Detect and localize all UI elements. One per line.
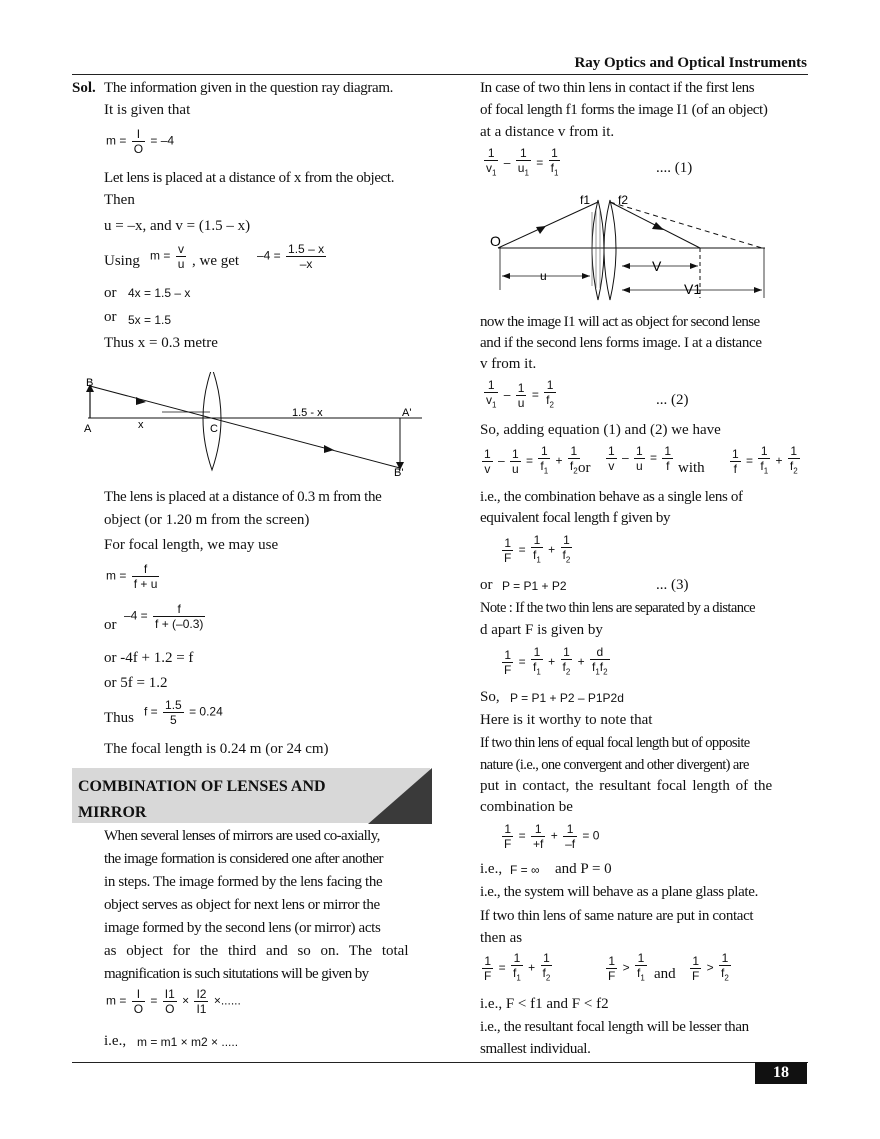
ie4b: smallest individual. bbox=[480, 1041, 591, 1057]
ray-arrow-2 bbox=[324, 445, 334, 453]
eq-separated: $\frac{1}{F}$ = $\frac{1}{f_1}$ + $\frac{1}{f_2}$ + $\frac{d}{f_1f_2}$ bbox=[504, 645, 608, 677]
label-C: C bbox=[210, 423, 218, 435]
or-line-4: or -4f + 1.2 = f bbox=[104, 650, 194, 666]
eq-or-1: 4x = 1.5 – x bbox=[128, 286, 191, 300]
label-O: O bbox=[490, 233, 501, 249]
ie1-tail: and P = 0 bbox=[555, 861, 612, 877]
and-word: and bbox=[654, 966, 676, 982]
eq-focal: m = $\frac{f}{f + u}$ bbox=[106, 562, 158, 591]
lens-1 bbox=[592, 200, 604, 300]
eq-thus: f = $\frac{1.5}{5}$ = 0.24 bbox=[144, 698, 223, 727]
footer-rule bbox=[72, 1062, 808, 1063]
thus-x: Thus x = 0.3 metre bbox=[104, 335, 218, 351]
left-p2b: Then bbox=[104, 192, 135, 208]
right-p2c: v from it. bbox=[480, 356, 537, 372]
sol-label: Sol. bbox=[72, 80, 96, 96]
eq-sum-short: $\frac{1}{v}$ – $\frac{1}{u}$ = $\frac{1}{f}$ bbox=[608, 444, 672, 473]
section-corner-triangle bbox=[368, 768, 432, 824]
eq-1: $\frac{1}{v_1}$ – $\frac{1}{u_1}$ = $\frac{1}{f_1}$ bbox=[486, 146, 559, 178]
right-p2a: now the image I1 will act as object for second lense bbox=[480, 314, 760, 330]
p5-line-3: put in contact, the resultant focal length of the bbox=[480, 778, 773, 794]
eq-f-relation: $\frac{1}{f}$ = $\frac{1}{f_1}$ + $\frac{1}{f_2}$ bbox=[732, 444, 798, 476]
label-V: V bbox=[652, 258, 662, 274]
note-line-a: Note : If the two thin lens are separated by a distance bbox=[480, 600, 756, 616]
left-p3: u = –x, and v = (1.5 – x) bbox=[104, 218, 251, 234]
label-x: x bbox=[138, 419, 144, 431]
label-A: A bbox=[84, 423, 92, 435]
right-p1a: In case of two thin lens in contact if the first lens bbox=[480, 80, 755, 96]
right-p2b: and if the second lens forms image. I at a distance bbox=[480, 335, 762, 351]
label-f1: f1 bbox=[580, 193, 591, 207]
worthy-note: Here is it worthy to note that bbox=[480, 712, 653, 728]
eq-power: P = P1 + P2 bbox=[502, 579, 567, 593]
right-p6b: then as bbox=[480, 930, 523, 946]
label-dist: 1.5 - x bbox=[292, 407, 323, 419]
left-p5: For focal length, we may use bbox=[104, 537, 279, 553]
or-p-label: or bbox=[480, 577, 493, 593]
left-p1a: The information given in the question ray diagram. bbox=[104, 80, 394, 96]
focal-result: The focal length is 0.24 m (or 24 cm) bbox=[104, 741, 329, 757]
we-get-label: , we get bbox=[192, 253, 240, 269]
right-p4a: i.e., the combination behave as a single lens of bbox=[480, 489, 743, 505]
eq-so: P = P1 + P2 – P1P2d bbox=[510, 691, 624, 705]
eq-same-nature: $\frac{1}{F}$ = $\frac{1}{f_1}$ + $\frac{1}{f_2}$ bbox=[484, 951, 551, 983]
ie2: i.e., the system will behave as a plane glass plate. bbox=[480, 884, 758, 900]
eq-or-2: 5x = 1.5 bbox=[128, 313, 172, 327]
left-p4a: The lens is placed at a distance of 0.3 m from the bbox=[104, 489, 382, 505]
eq-opposite: $\frac{1}{F}$ = $\frac{1}{+f}$ + $\frac{1}{-f}$ = 0 bbox=[504, 822, 600, 851]
running-header: Ray Optics and Optical Instruments bbox=[574, 55, 807, 71]
two-lens-diagram bbox=[480, 190, 780, 310]
ie1-label: i.e., bbox=[480, 861, 503, 877]
eq-we-get: –4 = $\frac{1.5 - x}{-x}$ bbox=[257, 242, 325, 271]
with-word: with bbox=[678, 460, 705, 476]
label-B: B bbox=[86, 377, 94, 389]
p5-line-4: combination be bbox=[480, 799, 573, 815]
so-label: So, bbox=[480, 689, 500, 705]
or-label-1: or bbox=[104, 285, 117, 301]
or-line-5: or 5f = 1.2 bbox=[104, 675, 168, 691]
para-line-4: object serves as object for next lens or mirror the bbox=[104, 897, 380, 913]
ie4a: i.e., the resultant focal length will be lesser than bbox=[480, 1019, 749, 1035]
eq-equivalent-focal: $\frac{1}{F}$ = $\frac{1}{f_1}$ + $\frac{1}{f_2}$ bbox=[504, 533, 571, 565]
eq-m-ratio: m = $\frac{I}{O}$ = –4 bbox=[106, 127, 175, 156]
eq-3-tag: ... (3) bbox=[656, 577, 689, 593]
using-label: Using bbox=[104, 253, 140, 269]
ray-arrow-1 bbox=[136, 397, 146, 405]
para-line-2: the image formation is considered one after another bbox=[104, 851, 383, 867]
or-label-3: or bbox=[104, 617, 117, 633]
label-A-prime: A' bbox=[402, 407, 412, 419]
label-f2: f2 bbox=[618, 193, 629, 207]
eq-magnification: m = $\frac{I}{O}$ = $\frac{I1}{O}$ × $\frac{I2}{I1}$ ×...... bbox=[106, 987, 241, 1016]
note-line-b: d apart F is given by bbox=[480, 622, 603, 638]
section-heading: COMBINATION OF LENSES AND MIRROR bbox=[78, 778, 326, 821]
page-number: 18 bbox=[755, 1062, 807, 1084]
left-p4b: object (or 1.20 m from the screen) bbox=[104, 512, 310, 528]
eq-sum: $\frac{1}{v}$ – $\frac{1}{u}$ = $\frac{1}{f_1}$ + $\frac{1}{f_2}$ bbox=[484, 444, 578, 476]
p5-line-1: If two thin lens of equal focal length but of opposite bbox=[480, 735, 750, 751]
lens-ray-diagram bbox=[72, 372, 442, 482]
header-rule bbox=[72, 74, 808, 75]
right-p4b: equivalent focal length f given by bbox=[480, 510, 671, 526]
ie1-eq: F = ∞ bbox=[510, 863, 540, 877]
eq-using: m = $\frac{v}{u}$ bbox=[150, 242, 185, 271]
para-line-5: image formed by the second lens (or mirror) acts bbox=[104, 920, 381, 936]
eq-2: $\frac{1}{v_1}$ – $\frac{1}{u}$ = $\frac{1}{f_2}$ bbox=[486, 378, 554, 410]
eq-ie: m = m1 × m2 × ..... bbox=[137, 1035, 239, 1049]
eq-1-tag: .... (1) bbox=[656, 160, 693, 176]
right-p3: So, adding equation (1) and (2) we have bbox=[480, 422, 721, 438]
right-p1b: of focal length f1 forms the image I1 (of an object) bbox=[480, 102, 768, 118]
para-line-7: magnification is such situtations will be given by bbox=[104, 966, 369, 982]
para-line-6: as object for the third and so on. The total bbox=[104, 943, 409, 959]
or-word: or bbox=[578, 460, 591, 476]
ie-label: i.e., bbox=[104, 1033, 127, 1049]
incident-ray bbox=[498, 202, 598, 248]
lens-2 bbox=[604, 200, 616, 300]
para-line-1: When several lenses of mirrors are used co-axially, bbox=[104, 828, 380, 844]
convex-lens bbox=[203, 372, 221, 470]
right-p1c: at a distance v from it. bbox=[480, 124, 615, 140]
eq-inequality-2: $\frac{1}{F}$ > $\frac{1}{f_2}$ bbox=[692, 951, 729, 983]
eq-or-3: –4 = $\frac{f}{f + (-0.3)}$ bbox=[124, 602, 204, 631]
right-p6a: If two thin lens of same nature are put in contact bbox=[480, 908, 754, 924]
label-B-prime: B' bbox=[394, 467, 404, 479]
p5-line-2: nature (i.e., one convergent and other divergent) are bbox=[480, 757, 749, 773]
left-p1b: It is given that bbox=[104, 102, 191, 118]
left-p2a: Let lens is placed at a distance of x from the object. bbox=[104, 170, 395, 186]
eq-2-tag: ... (2) bbox=[656, 392, 689, 408]
eq-inequality-1: $\frac{1}{F}$ > $\frac{1}{f_1}$ bbox=[608, 951, 645, 983]
label-V1: V1 bbox=[684, 281, 702, 297]
or-label-2: or bbox=[104, 309, 117, 325]
ie3: i.e., F < f1 and F < f2 bbox=[480, 996, 609, 1012]
label-u: u bbox=[540, 269, 547, 283]
thus-label: Thus bbox=[104, 710, 134, 726]
para-line-3: in steps. The image formed by the lens facing the bbox=[104, 874, 383, 890]
